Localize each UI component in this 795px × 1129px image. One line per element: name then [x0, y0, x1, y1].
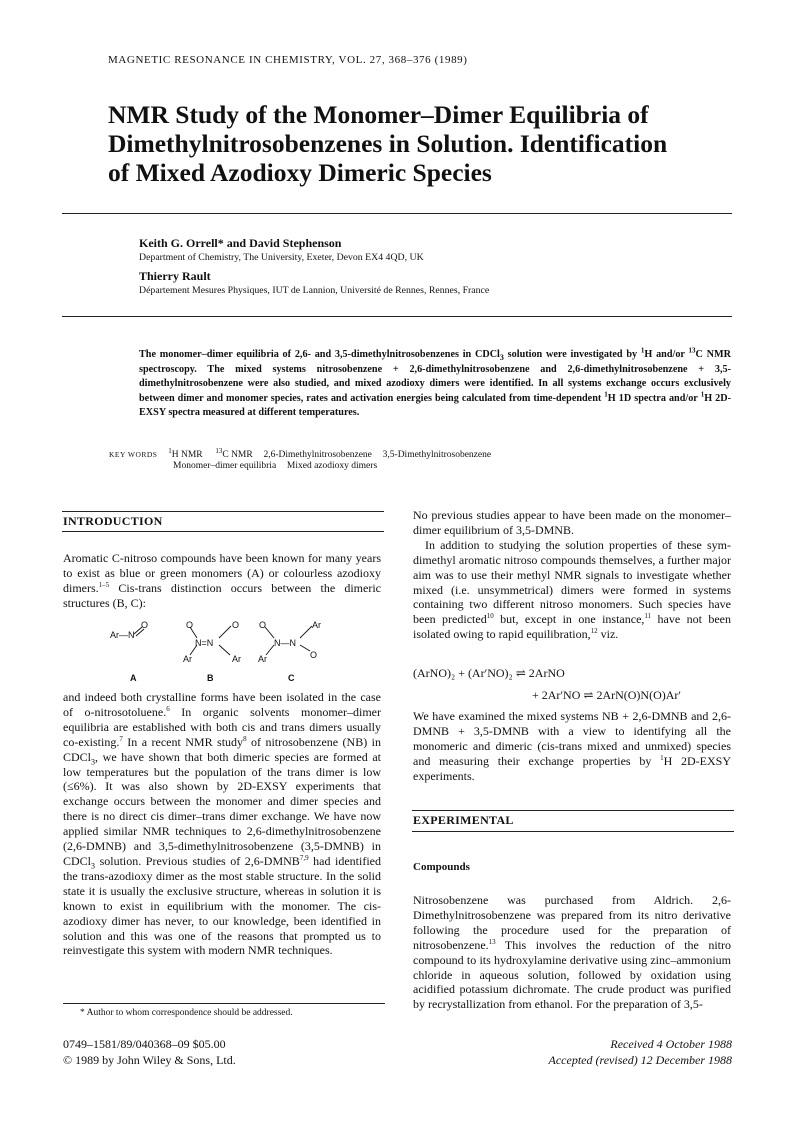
keywords: [109, 446, 492, 471]
received-date: Received 4 October 1988: [610, 1037, 732, 1051]
superscript: 1: [640, 346, 645, 355]
superscript: 1: [604, 390, 608, 399]
journal-header: MAGNETIC RESONANCE IN CHEMISTRY, VOL. 27, 368–376 (1989): [108, 54, 468, 66]
abstract-text: The monomer–dimer equilibria of 2,6- and 3,5-dimethylnitrosobenzenes in CDCl: [139, 349, 500, 360]
superscript: 13: [688, 346, 696, 355]
superscript: 1: [660, 753, 664, 762]
abstract-text: solution were investigated by: [503, 349, 641, 360]
subsection-heading: Compounds: [413, 861, 470, 873]
citation: 8: [243, 734, 247, 743]
paragraph-text: have not been isolated owing to rapid equilibration,: [413, 612, 732, 642]
struct-text: N=N: [195, 638, 214, 648]
struct-text: Ar: [232, 654, 241, 664]
title-line: Dimethylnitrosobenzenes in Solution. Identification: [108, 129, 668, 158]
section-heading: EXPERIMENTAL: [413, 813, 514, 827]
struct-label: A: [130, 673, 137, 683]
footnote: * Author to whom correspondence should be addressed.: [80, 1008, 293, 1018]
paragraph-text: but, except in one instance,: [493, 612, 645, 627]
paragraph-text: of nitrosobenzene (NB) in CDCl: [63, 734, 381, 764]
intro-paragraph: [63, 551, 381, 611]
struct-text: Ar: [312, 620, 321, 630]
experimental-rule-bottom: [412, 831, 734, 832]
author-names: Keith G. Orrell* and David Stephenson: [139, 236, 342, 250]
author-block: [139, 236, 489, 296]
abstract-text: H 2D-EXSY spectra measured at different temperatures.: [139, 392, 731, 419]
citation: 13: [488, 937, 496, 946]
intro-rule-top: [62, 511, 384, 512]
struct-text: O: [310, 650, 318, 660]
article-title: [108, 100, 728, 187]
struct-text: O: [141, 620, 149, 630]
abstract: [139, 348, 731, 421]
struct-text: N—N: [274, 638, 296, 648]
keywords-label: KEY WORDS: [109, 450, 158, 459]
paragraph-text: Nitrosobenzene was purchased from Aldrich. 2,6-Dimethylnitrosobenzene was prepared from its nitro derivative following the procedure used for the preparation of nitrosobenzene.: [413, 893, 731, 952]
right-paragraph: [413, 709, 731, 784]
paragraph-text: , we have shown that both dimeric species are formed at low temperatures but the population of the trans dimer is low (≤6%). It was also shown by 2D-EXSY experiments that exchange occurs between the monomer and dimer species and there is no direct cis dimer–trans dimer exchange. We have now applied similar NMR techniques to 2,6-dimethylnitrosobenzene (2,6-DMNB) and 3,5-dimethylnitrosobenzene (3,5-DMNB) in CDCl: [63, 749, 381, 868]
title-rule: [62, 213, 732, 214]
subscript: 3: [91, 757, 96, 767]
paragraph-text: had identified the trans-azodioxy dimer as the most stable structure. In the solid state it is usually the exclusive structure, whereas in solution it is known to exist in equilibrium with the monomer. The cis-azodioxy dimer has never, to our knowledge, been identified in solution and this was one of the reasons that prompted us to reinvestigate this system with modern NMR techniques.: [63, 853, 381, 958]
citation: 1–5: [98, 580, 110, 589]
accepted-date: Accepted (revised) 12 December 1988: [548, 1053, 732, 1067]
struct-text: Ar—N: [110, 630, 135, 640]
author-affiliation: Department of Chemistry, The University, Exeter, Devon EX4 4QD, UK: [139, 252, 424, 263]
citation: 11: [644, 612, 652, 621]
paragraph-text: This involves the reduction of the nitro compound to its hydroxylamine derivative using zinc–ammonium chloride in aqueous solution, followed by oxidation using acidified potassium dichromate. The crude product was purified by recrystallization from ethanol. For the preparation of 3,5-: [413, 937, 731, 1012]
author-names: Thierry Rault: [139, 269, 211, 283]
intro-rule-bottom: [62, 531, 384, 532]
citation: 6: [166, 704, 170, 713]
struct-text: Ar: [183, 654, 192, 664]
right-paragraph: [413, 893, 731, 1012]
equation-line-2: + 2Ar′NO ⇌ 2ArN(O)N(O)Ar′: [532, 688, 682, 702]
authors-rule: [62, 316, 732, 317]
paragraph-text: viz.: [597, 627, 619, 642]
abstract-text: H 1D spectra and/or: [607, 392, 701, 404]
superscript: 1: [168, 446, 172, 455]
struct-text: O: [232, 620, 240, 630]
equation-line-1: (ArNO)₂ + (Ar′NO)₂ ⇌ 2ArNO: [413, 666, 565, 680]
abstract-text: C NMR spectroscopy. The mixed systems nitrosobenzene + 2,6-dimethylnitrosobenzene and 2,6-dimethylnitrosobenzene + 3,5-dimethylnitrosobenzene were also studied, and mixed azodioxy dimers were identified. In all systems exchange occurs exclusively between dimer and monomer species, rates and activation energies being calculated from time-dependent: [139, 349, 731, 404]
article-code: 0749–1581/89/040368–09 $05.00: [63, 1037, 226, 1051]
section-heading: INTRODUCTION: [63, 514, 163, 528]
struct-text: O: [186, 620, 194, 630]
abstract-text: H and/or: [644, 349, 689, 360]
title-line: of Mixed Azodioxy Dimeric Species: [108, 158, 492, 187]
struct-text: Ar: [258, 654, 267, 664]
keyword: Mixed azodioxy dimers: [286, 461, 378, 471]
paragraph-text: Cis-trans distinction occurs between the dimeric structures (B, C):: [63, 580, 381, 610]
keyword: 3,5-Dimethylnitrosobenzene: [382, 450, 492, 460]
citation: 7: [119, 734, 123, 743]
paragraph-text: In organic solvents monomer–dimer equilibria are established with both cis and trans dimers usually co-existing.: [63, 704, 381, 749]
author-affiliation: Département Mesures Physiques, IUT de Lannion, Université de Rennes, Rennes, France: [139, 285, 490, 296]
citation: 12: [590, 627, 598, 636]
struct-text: O: [259, 620, 267, 630]
experimental-rule-top: [412, 810, 734, 811]
paragraph-text: and indeed both crystalline forms have been isolated in the case of o-nitrosotoluene.: [63, 690, 381, 719]
footnote-rule: [63, 1003, 385, 1004]
keyword: Monomer–dimer equilibria: [173, 461, 277, 471]
paragraph-text: solution. Previous studies of 2,6-DMNB: [95, 853, 300, 868]
intro-paragraph: [63, 690, 381, 958]
struct-label: C: [288, 673, 295, 683]
citation: 10: [486, 612, 494, 621]
paragraph-text: We have examined the mixed systems NB + 2,6-DMNB and 2,6-DMNB + 3,5-DMNB with a view to identifying all the monomeric and dimeric (cis-trans mixed and unmixed) species and measuring their exchange properties by: [413, 709, 731, 768]
subscript: 3: [91, 861, 96, 871]
paragraph-text: In a recent NMR study: [122, 734, 244, 749]
paragraph-text: No previous studies appear to have been made on the monomer–dimer equilibrium of 3,5-DMNB.: [413, 508, 731, 537]
paragraph-text: Aromatic C-nitroso compounds have been known for many years to exist as blue or green monomers (A) or colourless azodioxy dimers.: [63, 551, 381, 595]
keyword: H NMR: [171, 450, 203, 460]
paragraph-text: In addition to studying the solution properties of these sym-dimethyl aromatic nitroso compounds themselves, a further major aim was to use their methyl NMR signals to investigate whether mixed (i.e. unsymmetrical) dimers were formed in systems containing two different nitroso monomers. Such species have been predicted: [413, 537, 731, 627]
paragraph-text: H 2D-EXSY experiments.: [413, 753, 731, 783]
copyright: © 1989 by John Wiley & Sons, Ltd.: [63, 1053, 236, 1067]
superscript: 1: [700, 390, 705, 399]
superscript: 13: [215, 446, 223, 455]
title-line: NMR Study of the Monomer–Dimer Equilibria of: [108, 100, 649, 129]
keyword: 2,6-Dimethylnitrosobenzene: [263, 450, 372, 460]
keyword: C NMR: [222, 450, 253, 460]
struct-label: B: [207, 673, 214, 683]
subscript: 3: [499, 353, 504, 363]
citation: 7,9: [299, 853, 309, 862]
structure-diagram: [110, 618, 360, 688]
right-paragraph: [413, 508, 731, 642]
